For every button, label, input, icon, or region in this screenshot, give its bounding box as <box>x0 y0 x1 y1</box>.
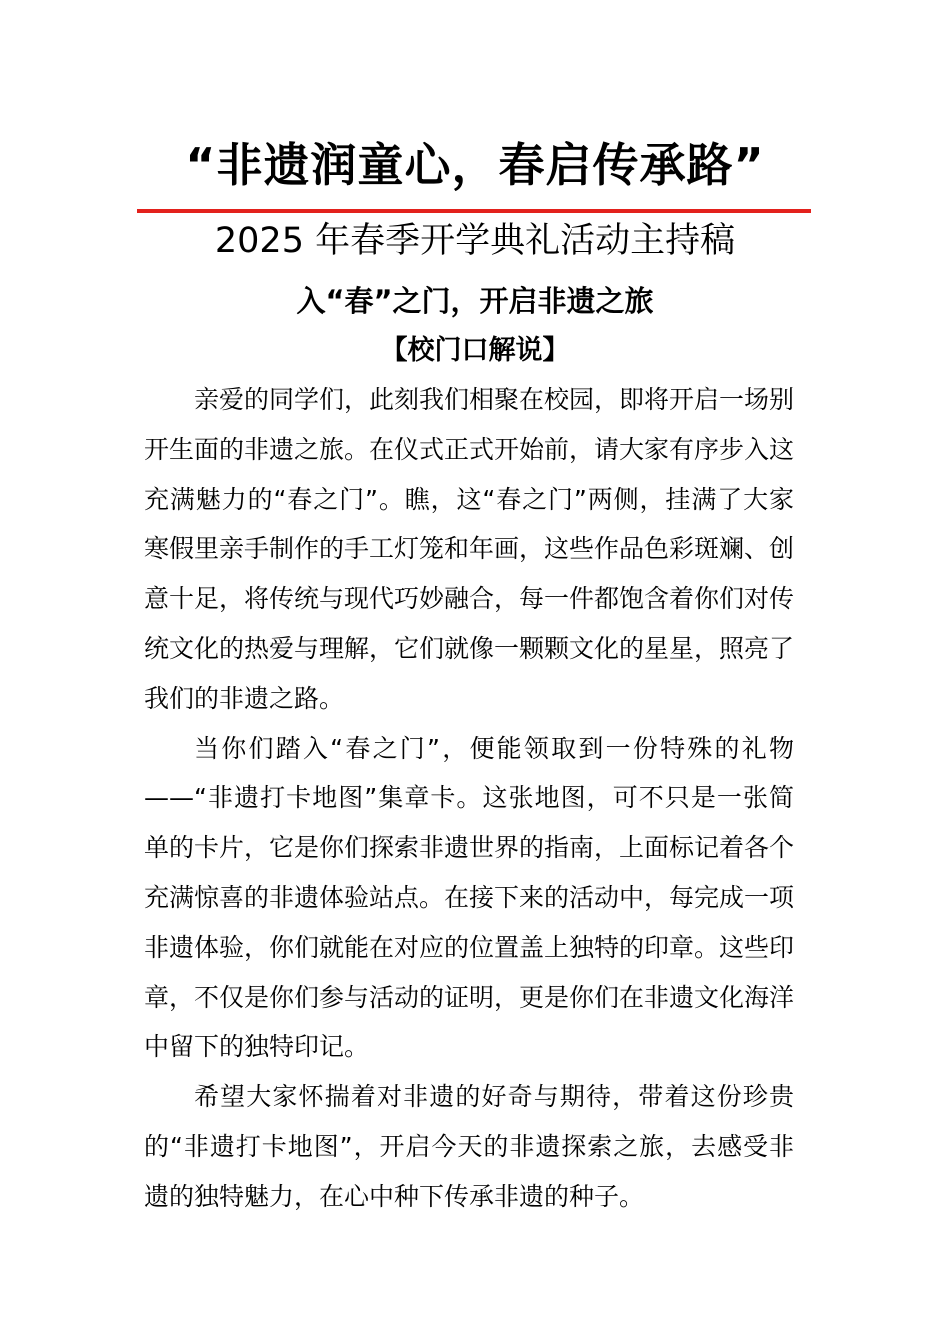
document-title: “非遗润童心，春启传承路” <box>185 138 765 192</box>
paragraph: 希望大家怀揣着对非遗的好奇与期待，带着这份珍贵的“非遗打卡地图”，开启今天的非遗探索之旅，去感受非遗的独特魅力，在心中种下传承非遗的种子。 <box>144 1082 794 1211</box>
section-heading: 入“春”之门，开启非遗之旅 <box>296 284 654 318</box>
section-subheading: 【校门口解说】 <box>380 335 570 366</box>
paragraph: 亲爱的同学们，此刻我们相聚在校园，即将开启一场别开生面的非遗之旅。在仪式正式开始前，请大家有序步入这充满魅力的“春之门”。瞧，这“春之门”两侧，挂满了大家寒假里亲手制作的手工灯笼和年画，这些作品色彩斑斓、创意十足，将传统与现代巧妙融合，每一件都饱含着你们对传统文化的热爱与理解，它们就像一颗颗文化的星星，照亮了我们的非遗之路。 <box>144 385 795 713</box>
document-subtitle: 2025 年春季开学典礼活动主持稿 <box>214 221 736 261</box>
title-divider <box>137 209 811 213</box>
body-text <box>144 375 794 1222</box>
paragraph: 当你们踏入“春之门”，便能领取到一份特殊的礼物——“非遗打卡地图”集章卡。这张地图，可不只是一张简单的卡片，它是你们探索非遗世界的指南，上面标记着各个充满惊喜的非遗体验站点。在接下来的活动中，每完成一项非遗体验，你们就能在对应的位置盖上独特的印章。这些印章，不仅是你们参与活动的证明，更是你们在非遗文化海洋中留下的独特印记。 <box>144 733 795 1062</box>
